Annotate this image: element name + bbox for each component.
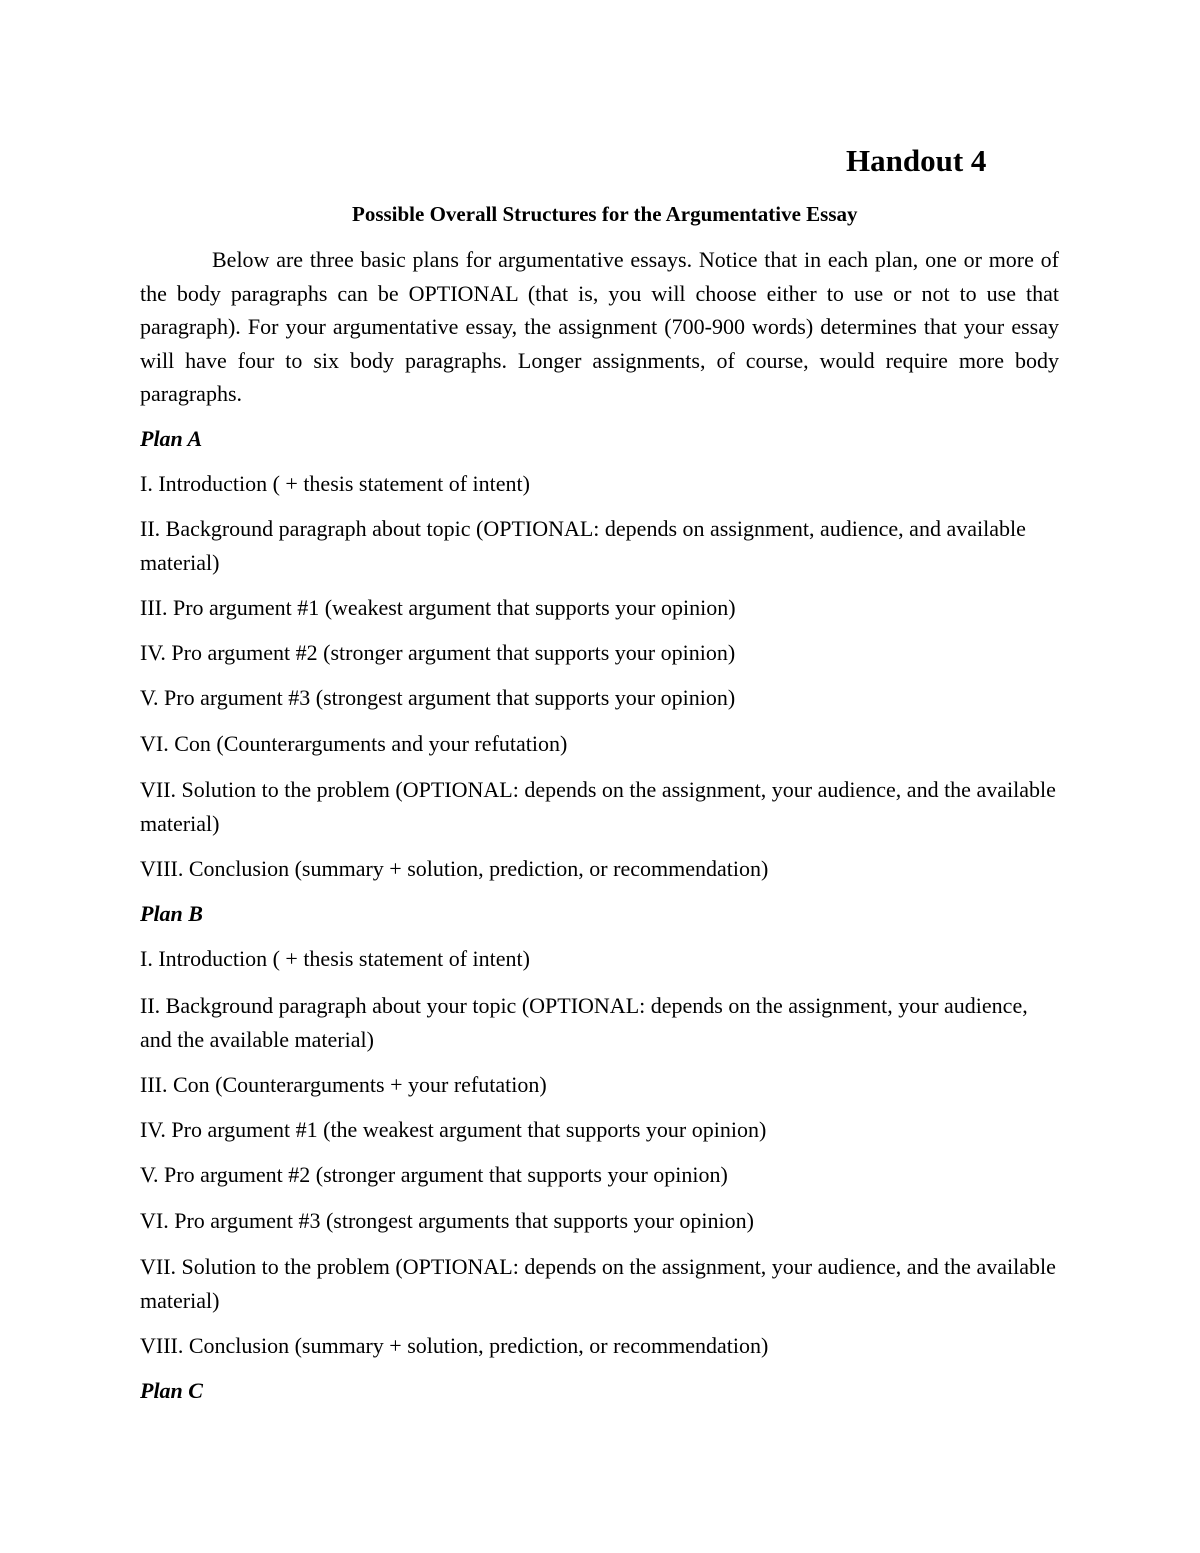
plan-b-item: IV. Pro argument #1 (the weakest argument that supports your opinion) <box>140 1117 767 1142</box>
plan-b-item: III. Con (Counterarguments + your refutation) <box>140 1072 547 1097</box>
plan-b-item: I. Introduction ( + thesis statement of intent) <box>140 946 530 971</box>
plan-b-item: VI. Pro argument #3 (strongest arguments that supports your opinion) <box>140 1208 754 1233</box>
plan-a-item: IV. Pro argument #2 (stronger argument that supports your opinion) <box>140 640 736 665</box>
plan-a-item: I. Introduction ( + thesis statement of intent) <box>140 471 530 496</box>
plan-a-item: VII. Solution to the problem (OPTIONAL: depends on the assignment, your audience, and the available material) <box>140 777 1056 836</box>
plan-b-item: VIII. Conclusion (summary + solution, prediction, or recommendation) <box>140 1333 769 1358</box>
plan-a-item: V. Pro argument #3 (strongest argument that supports your opinion) <box>140 685 736 710</box>
plan-a-item: II. Background paragraph about topic (OPTIONAL: depends on assignment, audience, and available material) <box>140 516 1026 575</box>
intro-paragraph: Below are three basic plans for argumentative essays. Notice that in each plan, one or more of the body paragraphs can be OPTIONAL (that is, you will choose either to use or not to use that paragraph). For your argumentative essay, the assignment (700-900 words) determines that your essay will have four to six body paragraphs. Longer assignments, of course, would require more body paragraphs. <box>140 247 1059 406</box>
plan-b-item: II. Background paragraph about your topic (OPTIONAL: depends on the assignment, your audience, and the available material) <box>140 993 1028 1052</box>
plan-b-label: Plan B <box>140 901 203 926</box>
plan-b-item: VII. Solution to the problem (OPTIONAL: depends on the assignment, your audience, and the available material) <box>140 1254 1056 1313</box>
plan-a-item: VI. Con (Counterarguments and your refutation) <box>140 731 568 756</box>
plan-b-item: V. Pro argument #2 (stronger argument that supports your opinion) <box>140 1162 728 1187</box>
plan-a-item: VIII. Conclusion (summary + solution, prediction, or recommendation) <box>140 856 769 881</box>
plan-c-label: Plan C <box>140 1378 203 1403</box>
document-heading: Possible Overall Structures for the Argumentative Essay <box>352 202 858 226</box>
plan-a-label: Plan A <box>140 426 203 451</box>
handout-title: Handout 4 <box>846 143 987 178</box>
plan-a-item: III. Pro argument #1 (weakest argument that supports your opinion) <box>140 595 736 620</box>
